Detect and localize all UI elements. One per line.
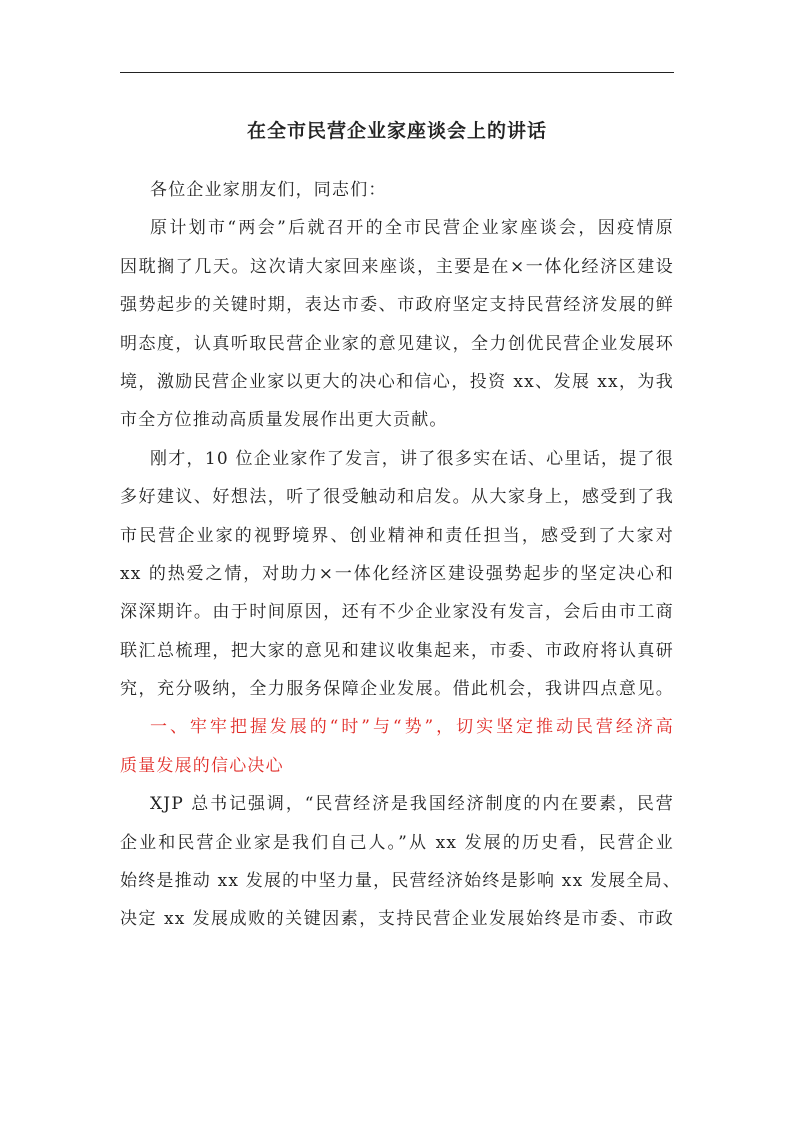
paragraph-line: 因耽搁了几天。这次请大家回来座谈，主要是在×一体化经济区建设 <box>120 256 674 277</box>
paragraph-line: 境，激励民营企业家以更大的决心和信心，投资 xx、发展 xx，为我 <box>120 371 674 392</box>
document-body <box>120 171 681 939</box>
paragraph-line: 联汇总梳理，把大家的意见和建议收集起来，市委、市政府将认真研 <box>120 640 674 661</box>
section-heading-line: 一、牢牢把握发展的“时”与“势”，切实坚定推动民营经济高 <box>150 717 674 738</box>
paragraph-line: 原计划市“两会”后就召开的全市民营企业家座谈会，因疫情原 <box>150 218 674 239</box>
paragraph-line: 企业和民营企业家是我们自己人。”从 xx 发展的历史看，民营企业 <box>120 832 674 853</box>
paragraph-line: 始终是推动 xx 发展的中坚力量，民营经济始终是影响 xx 发展全局、 <box>120 871 681 892</box>
paragraph-line: 决定 xx 发展成败的关键因素，支持民营企业发展始终是市委、市政 <box>120 909 674 930</box>
paragraph-line: 深深期许。由于时间原因，还有不少企业家没有发言，会后由市工商 <box>120 602 674 623</box>
paragraph-line: 各位企业家朋友们，同志们： <box>150 180 387 200</box>
section-heading-line: 质量发展的信心决心 <box>120 755 284 776</box>
paragraph-line: 市全方位推动高质量发展作出更大贡献。 <box>120 410 448 431</box>
paragraph-line: 明态度，认真听取民营企业家的意见建议，全力创优民营企业发展环 <box>120 333 674 354</box>
paragraph-line: XJP 总书记强调，“民营经济是我国经济制度的内在要素，民营 <box>150 794 674 815</box>
paragraph-line: 多好建议、好想法，听了很受触动和启发。从大家身上，感受到了我 <box>120 487 674 508</box>
paragraph-line: xx 的热爱之情，对助力×一体化经济区建设强势起步的坚定决心和 <box>120 563 674 584</box>
paragraph-line: 市民营企业家的视野境界、创业精神和责任担当，感受到了大家对 <box>120 525 674 546</box>
paragraph-line: 刚才，10 位企业家作了发言，讲了很多实在话、心里话，提了很 <box>150 448 674 469</box>
paragraph-line: 究，充分吸纳，全力服务保障企业发展。借此机会，我讲四点意见。 <box>120 679 674 700</box>
paragraph-line: 强势起步的关键时期，表达市委、市政府坚定支持民营经济发展的鲜 <box>120 295 674 316</box>
header-rule <box>120 72 674 73</box>
page-title: 在全市民营企业家座谈会上的讲话 <box>246 120 547 142</box>
